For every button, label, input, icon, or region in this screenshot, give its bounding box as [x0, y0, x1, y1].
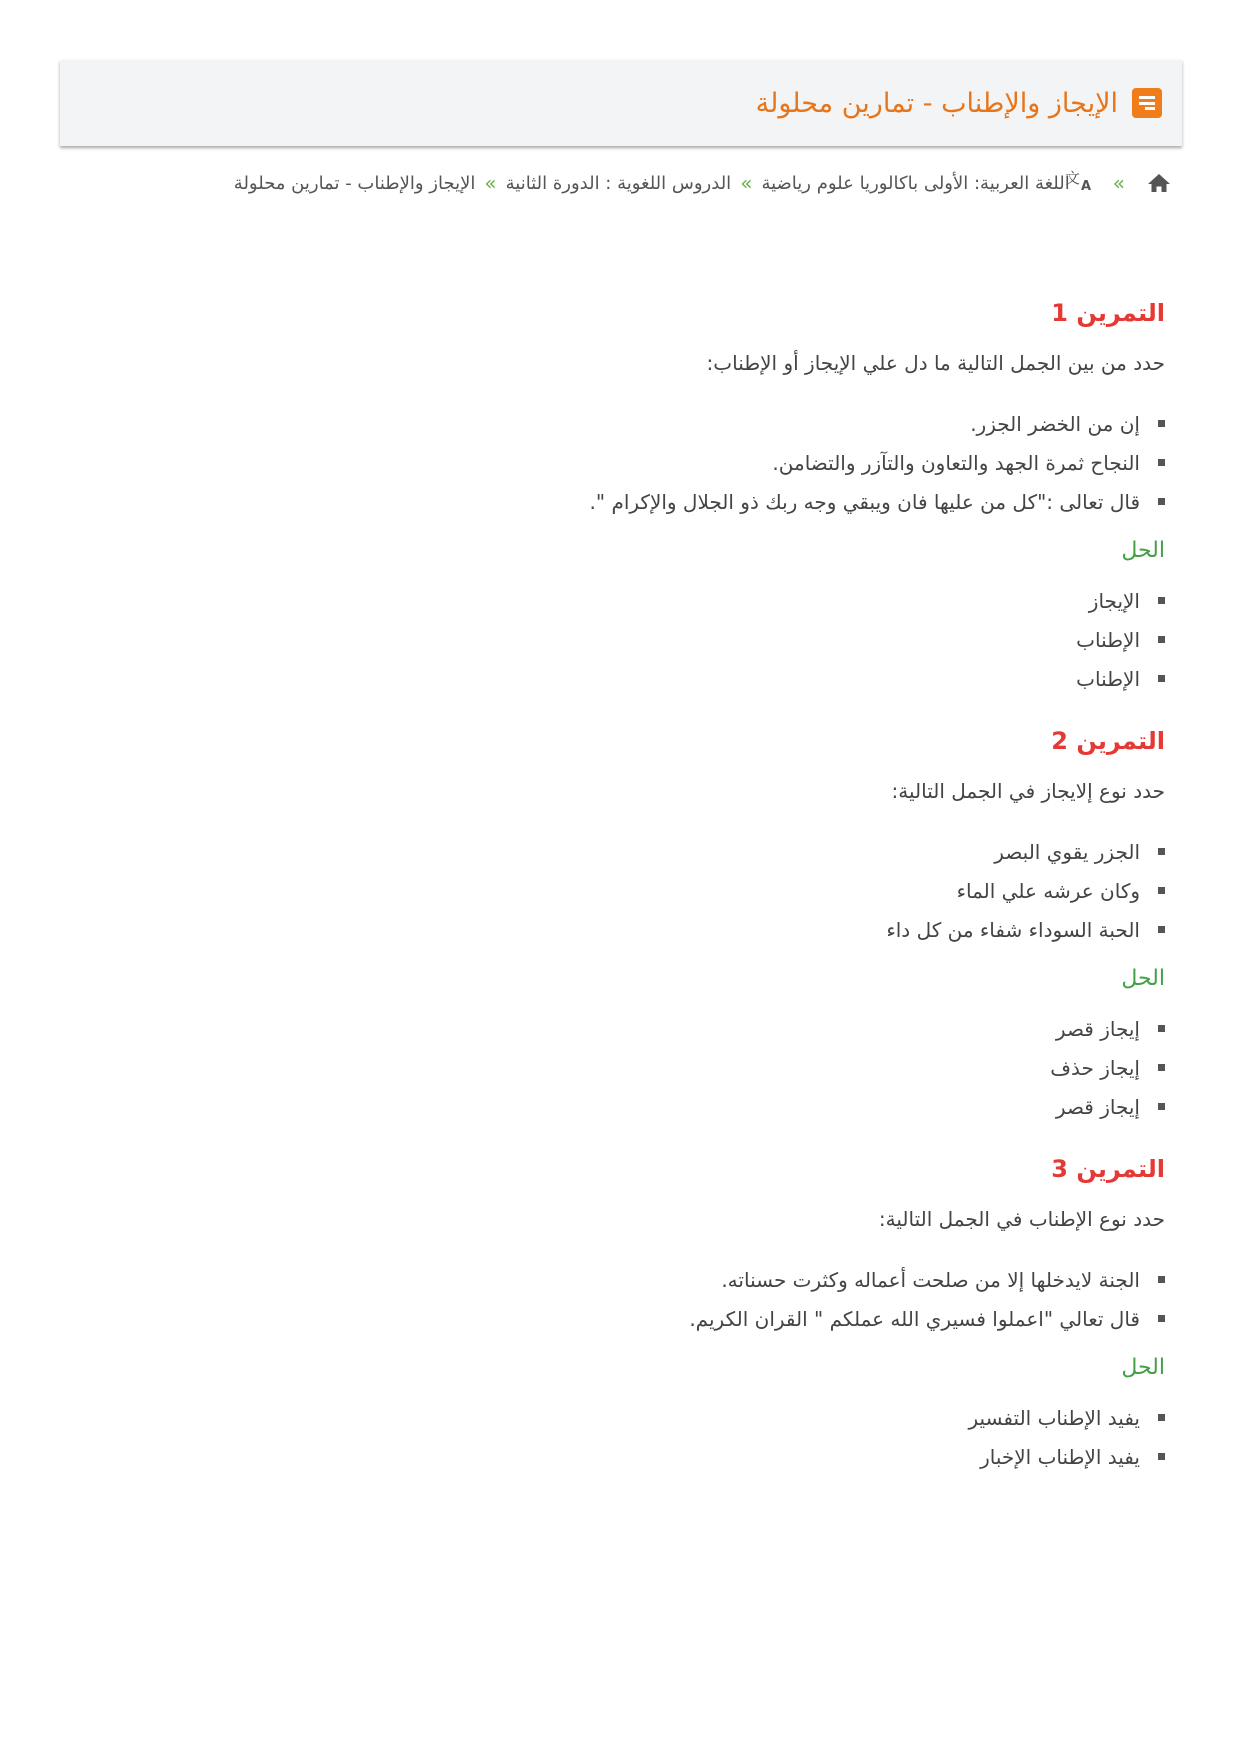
breadcrumb	[60, 168, 1172, 198]
list-item-text: النجاح ثمرة الجهد والتعاون والتآزر والتضامن.	[772, 450, 1140, 475]
list-item	[85, 1437, 1165, 1476]
list-item	[85, 404, 1165, 443]
bullet-icon	[1158, 1025, 1165, 1032]
page-header	[60, 60, 1182, 146]
bullet-icon	[1158, 498, 1165, 505]
list-item-text: إن من الخضر الجزر.	[970, 411, 1140, 436]
list-item	[85, 482, 1165, 521]
exercise-title: التمرين 3	[1051, 1155, 1165, 1183]
page-title: الإيجاز والإطناب - تمارين محلولة	[755, 87, 1118, 119]
exercise-3	[85, 1152, 1165, 1476]
svg-text:A: A	[1080, 179, 1091, 194]
breadcrumb-separator: »	[484, 171, 497, 195]
solution-list	[85, 581, 1165, 698]
list-item	[85, 910, 1165, 949]
list-item	[85, 659, 1165, 698]
exercise-title: التمرين 2	[1051, 727, 1165, 755]
translate-icon	[1064, 168, 1104, 198]
bullet-icon	[1158, 1103, 1165, 1110]
breadcrumb-item-current: الإيجاز والإطناب - تمارين محلولة	[233, 172, 476, 194]
list-item-text: الإيجاز	[1088, 588, 1140, 613]
list-item	[85, 1048, 1165, 1087]
bullet-icon	[1158, 597, 1165, 604]
bullet-icon	[1158, 459, 1165, 466]
question-list	[85, 1260, 1165, 1338]
bullet-icon	[1158, 1453, 1165, 1460]
list-item-text: يفيد الإطناب الإخبار	[980, 1444, 1140, 1469]
list-item-text: الإطناب	[1076, 666, 1140, 691]
bullet-icon	[1158, 1064, 1165, 1071]
exercise-instruction: حدد نوع إلايجاز في الجمل التالية:	[891, 779, 1165, 803]
bullet-icon	[1158, 675, 1165, 682]
list-item-text: الجنة لايدخلها إلا من صلحت أعماله وكثرت حسناته.	[721, 1267, 1140, 1292]
main-content	[85, 296, 1165, 1502]
home-icon[interactable]	[1146, 171, 1172, 195]
list-item	[85, 581, 1165, 620]
list-item	[85, 1260, 1165, 1299]
list-item	[85, 832, 1165, 871]
list-item	[85, 871, 1165, 910]
list-item	[85, 1087, 1165, 1126]
list-item-text: وكان عرشه علي الماء	[956, 878, 1140, 903]
bullet-icon	[1158, 420, 1165, 427]
list-item	[85, 1398, 1165, 1437]
list-item-text: إيجاز حذف	[1050, 1055, 1140, 1080]
list-item-text: إيجاز قصر	[1055, 1094, 1140, 1119]
list-item-text: الجزر يقوي البصر	[994, 839, 1140, 864]
list-item-text: يفيد الإطناب التفسير	[968, 1405, 1140, 1430]
exercise-2	[85, 724, 1165, 1126]
list-item-text: قال تعالي "اعملوا فسيري الله عملكم " القران الكريم.	[689, 1306, 1140, 1331]
breadcrumb-separator: »	[1112, 171, 1125, 195]
exercise-title: التمرين 1	[1051, 299, 1165, 327]
bullet-icon	[1158, 926, 1165, 933]
list-item	[85, 443, 1165, 482]
list-item-text: الحبة السوداء شفاء من كل داء	[886, 917, 1140, 942]
solution-list	[85, 1009, 1165, 1126]
exercise-instruction: حدد نوع الإطناب في الجمل التالية:	[878, 1207, 1165, 1231]
bullet-icon	[1158, 1315, 1165, 1322]
exercise-instruction: حدد من بين الجمل التالية ما دل علي الإيجاز أو الإطناب:	[706, 351, 1165, 375]
solution-list	[85, 1398, 1165, 1476]
list-item-text: قال تعالى :"كل من عليها فان ويبقي وجه ربك ذو الجلال والإكرام ".	[589, 489, 1140, 514]
breadcrumb-item-subject[interactable]: اللغة العربية: الأولى باكالوريا علوم رياضية	[761, 172, 1070, 194]
svg-text:文: 文	[1064, 169, 1080, 187]
bullet-icon	[1158, 636, 1165, 643]
bullet-icon	[1158, 1276, 1165, 1283]
breadcrumb-item-lessons[interactable]: الدروس اللغوية : الدورة الثانية	[505, 172, 732, 194]
question-list	[85, 832, 1165, 949]
bullet-icon	[1158, 887, 1165, 894]
list-item-text: الإطناب	[1076, 627, 1140, 652]
bullet-icon	[1158, 848, 1165, 855]
exercise-1	[85, 296, 1165, 698]
question-list	[85, 404, 1165, 521]
bullet-icon	[1158, 1414, 1165, 1421]
solution-title: الحل	[1121, 966, 1165, 991]
list-item	[85, 1009, 1165, 1048]
breadcrumb-separator: »	[740, 171, 753, 195]
solution-title: الحل	[1121, 1355, 1165, 1380]
list-item	[85, 1299, 1165, 1338]
solution-title: الحل	[1121, 538, 1165, 563]
document-icon	[1132, 88, 1162, 118]
list-item-text: إيجاز قصر	[1055, 1016, 1140, 1041]
list-item	[85, 620, 1165, 659]
